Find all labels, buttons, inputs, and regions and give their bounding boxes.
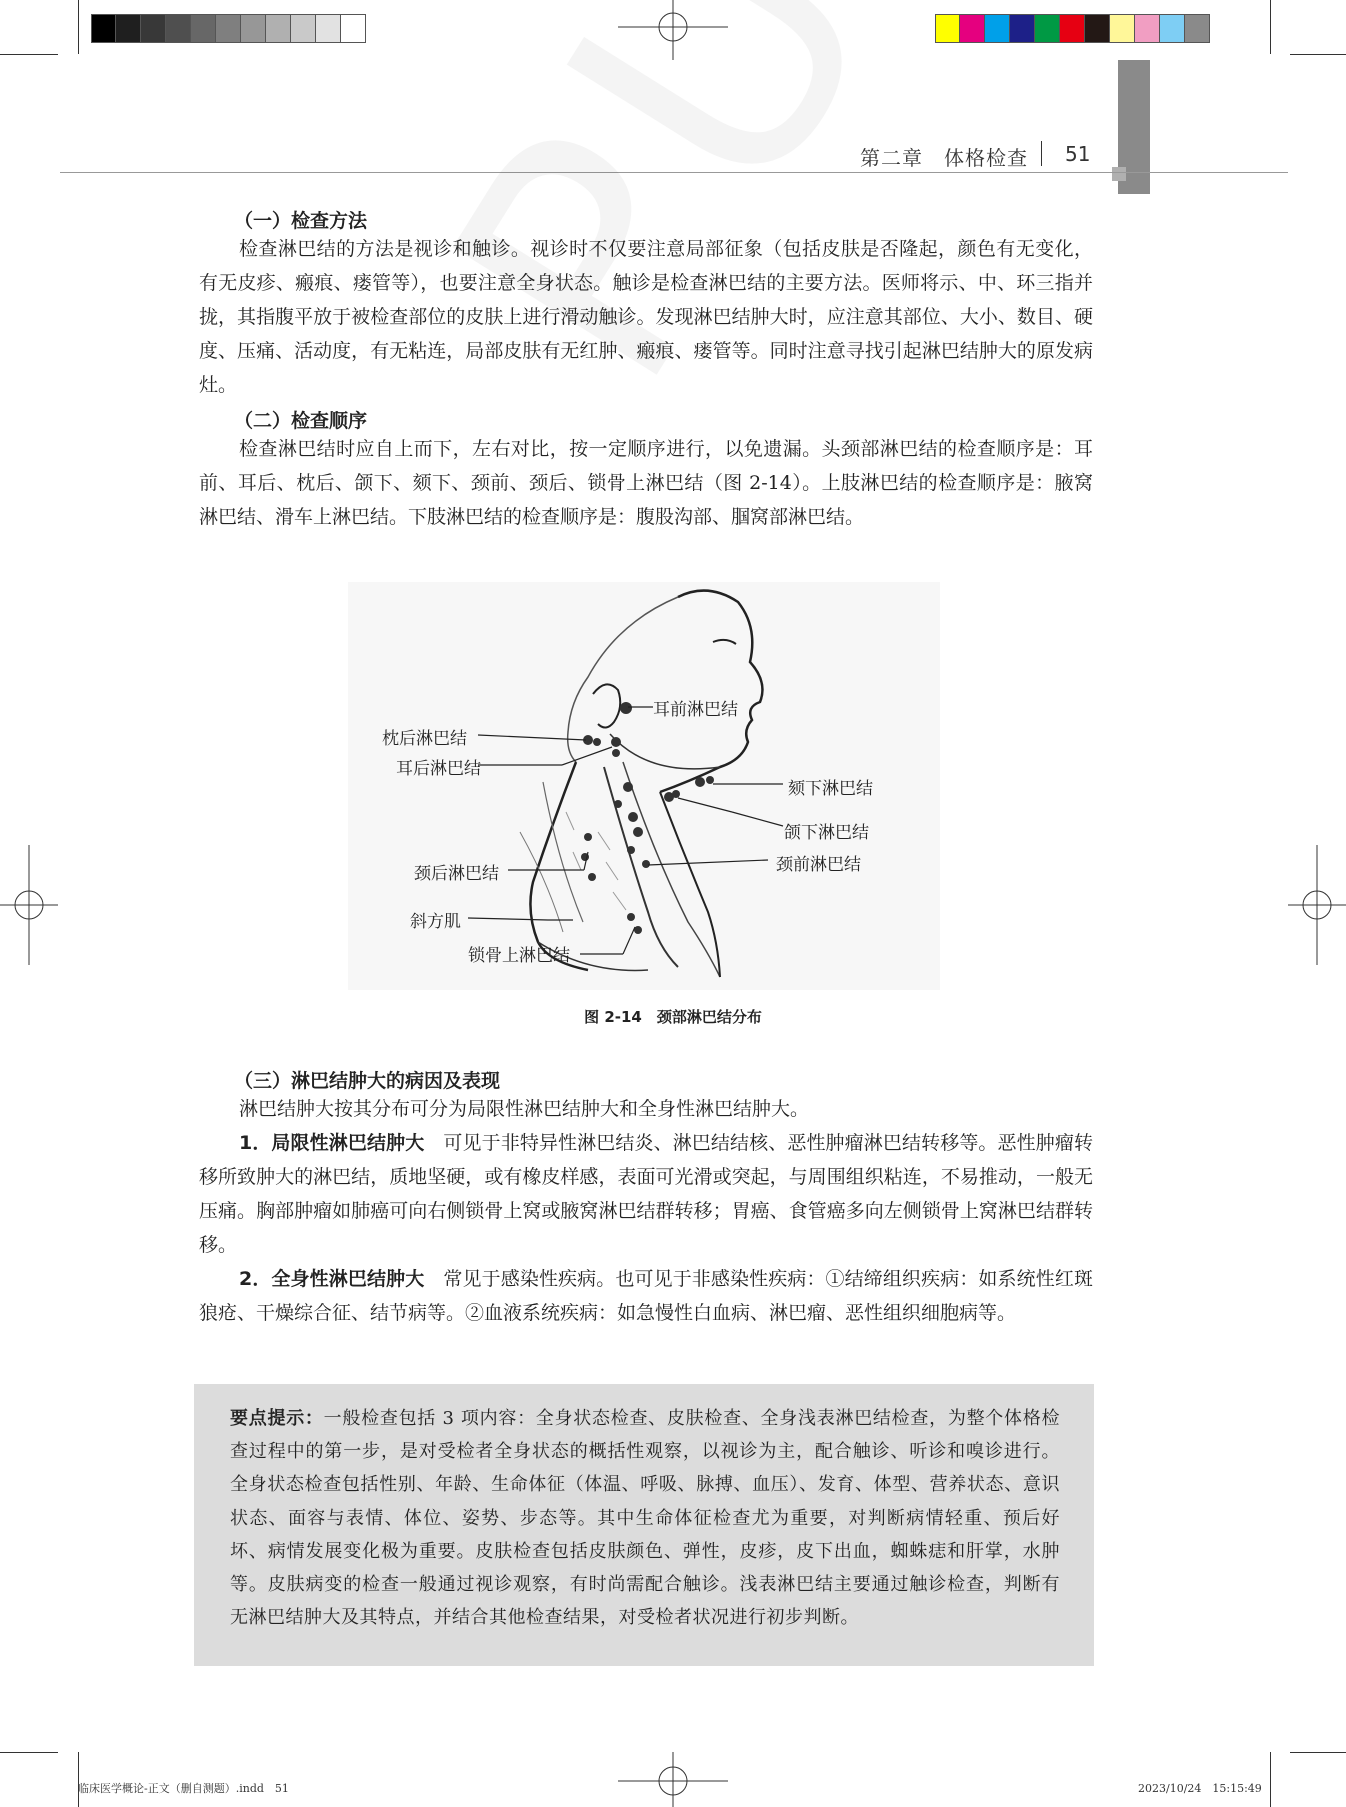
calibration-swatch [316,14,341,43]
calibration-swatch [91,14,116,43]
color-calibration-bar [935,14,1210,43]
section-heading-method: （一）检查方法 [234,210,368,232]
section-heading-causes: （三）淋巴结肿大的病因及表现 [234,1070,501,1092]
label-posterior-cervical: 颈后淋巴结 [414,864,499,884]
calibration-swatch [1160,14,1185,43]
footer-timestamp: 2023/10/24 15:15:49 [1138,1782,1262,1795]
crop-mark [1290,1752,1346,1753]
localized-heading: 1．局限性淋巴结肿大 [239,1132,425,1154]
page-number: 51 [1065,142,1091,166]
footer-filename: 临床医学概论-正文（删自测题）.indd 51 [78,1782,289,1795]
calibration-swatch [1010,14,1035,43]
chapter-tab-square [1112,167,1126,181]
label-anterior-cervical: 颈前淋巴结 [776,855,861,875]
crop-mark [1270,1752,1271,1807]
registration-mark-icon [1288,845,1346,965]
calibration-swatch [1110,14,1135,43]
generalized-heading: 2．全身性淋巴结肿大 [239,1268,425,1290]
calibration-swatch [216,14,241,43]
label-preauricular: 耳前淋巴结 [653,700,738,720]
key-points-body: 一般检查包括 3 项内容：全身状态检查、皮肤检查、全身浅表淋巴结检查，为整个体格检查过程中的第一步，是对受检者全身状态的概括性观察，以视诊为主，配合触诊、听诊和嗅诊进行。全身状态检查包括性别、年龄、生命体征（体温、呼吸、脉搏、血压）、发育、体型、营养状态、意识状态、面容与表情、体位、姿势、步态等。其中生命体征检查尤为重要，对判断病情轻重、预后好坏、病情发展变化极为重要。皮肤检查包括皮肤颜色、弹性，皮疹，皮下出血，蜘蛛痣和肝掌，水肿等。皮肤病变的检查一般通过视诊观察，有时尚需配合触诊。浅表淋巴结主要通过触诊检查，判断有无淋巴结肿大及其特点，并结合其他检查结果，对受检者状况进行初步判断。 [230,1408,1060,1629]
neck-lymph-node-figure [348,582,940,990]
generalized-text: 常见于感染性疾病。也可见于非感染性疾病：①结缔组织疾病：如系统性红斑狼疮、干燥综合征、结节病等。②血液系统疾病：如急慢性白血病、淋巴瘤、恶性组织细胞病等。 [199,1268,1093,1324]
calibration-swatch [191,14,216,43]
section-heading-order: （二）检查顺序 [234,410,368,432]
label-submandibular: 颌下淋巴结 [784,823,869,843]
crop-mark [1270,0,1271,54]
calibration-swatch [1085,14,1110,43]
crop-mark [1290,54,1346,55]
key-points-text [230,1402,1060,1634]
calibration-swatch [1135,14,1160,43]
paragraph-causes-intro: 淋巴结肿大按其分布可分为局限性淋巴结肿大和全身性淋巴结肿大。 [239,1098,810,1120]
registration-mark-icon [0,845,58,965]
paragraph-localized [199,1126,1093,1262]
calibration-swatch [341,14,366,43]
calibration-swatch [166,14,191,43]
label-supraclavicular: 锁骨上淋巴结 [468,946,570,966]
localized-text: 可见于非特异性淋巴结炎、淋巴结结核、恶性肿瘤淋巴结转移等。恶性肿瘤转移所致肿大的淋巴结，质地坚硬，或有橡皮样感，表面可光滑或突起，与周围组织粘连，不易推动，一般无压痛。胸部肿瘤如肺癌可向右侧锁骨上窝或腋窝淋巴结群转移；胃癌、食管癌多向左侧锁骨上窝淋巴结群转移。 [199,1132,1093,1256]
crop-mark [0,1752,58,1753]
calibration-swatch [116,14,141,43]
label-postauricular: 耳后淋巴结 [396,759,481,779]
paragraph-method: 检查淋巴结的方法是视诊和触诊。视诊时不仅要注意局部征象（包括皮肤是否隆起，颜色有无变化，有无皮疹、瘢痕、瘘管等），也要注意全身状态。触诊是检查淋巴结的主要方法。医师将示、中、环三指并拢，其指腹平放于被检查部位的皮肤上进行滑动触诊。发现淋巴结肿大时，应注意其部位、大小、数目、硬度、压痛、活动度，有无粘连，局部皮肤有无红肿、瘢痕、瘘管等。同时注意寻找引起淋巴结肿大的原发病灶。 [199,238,1093,396]
calibration-swatch [1035,14,1060,43]
calibration-swatch [241,14,266,43]
calibration-swatch [985,14,1010,43]
paragraph-generalized [199,1262,1093,1330]
calibration-swatch [1060,14,1085,43]
paragraph-order: 检查淋巴结时应自上而下，左右对比，按一定顺序进行，以免遗漏。头颈部淋巴结的检查顺序是：耳前、耳后、枕后、颌下、颏下、颈前、颈后、锁骨上淋巴结（图 2-14）。上肢淋巴结的检查顺序是：腋窝淋巴结、滑车上淋巴结。下肢淋巴结的检查顺序是：腹股沟部、腘窝部淋巴结。 [199,438,1093,528]
label-submental: 颏下淋巴结 [788,779,873,799]
gray-calibration-bar [91,14,366,43]
key-points-box [194,1384,1094,1666]
chapter-title: 第二章 体格检查 [860,146,1028,170]
figure-caption: 图 2-14 颈部淋巴结分布 [584,1008,762,1026]
label-trapezius: 斜方肌 [410,912,461,932]
registration-mark-icon [618,1752,728,1807]
calibration-swatch [141,14,166,43]
crop-mark [0,54,58,55]
crop-mark [78,0,79,54]
calibration-swatch [291,14,316,43]
key-points-label: 要点提示： [230,1408,324,1429]
calibration-swatch [1185,14,1210,43]
header-separator [1041,141,1042,166]
label-occipital: 枕后淋巴结 [382,729,467,749]
calibration-swatch [266,14,291,43]
